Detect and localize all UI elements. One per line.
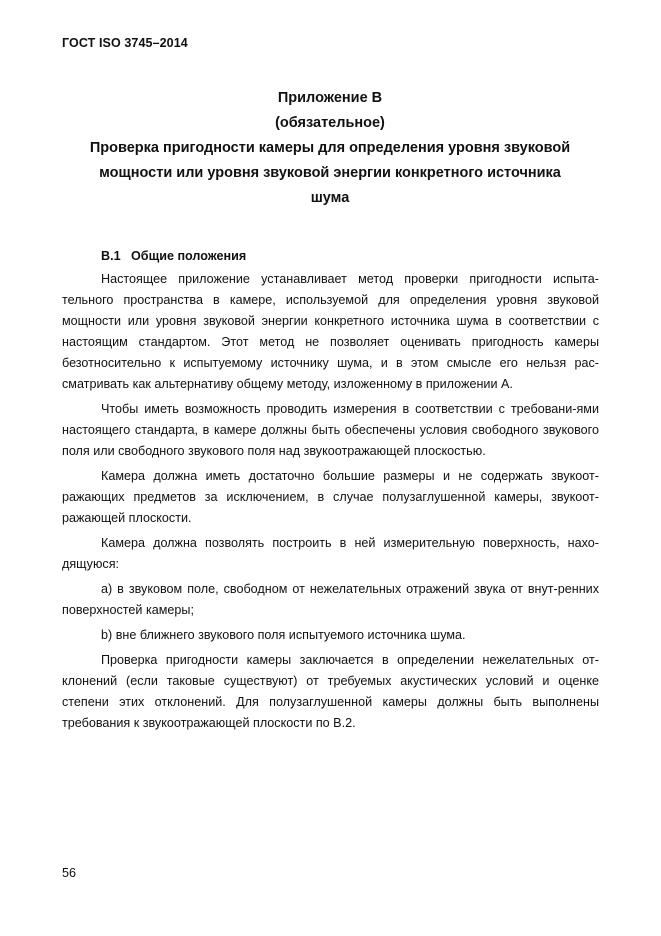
- paragraph-5: Проверка пригодности камеры заключается в определении нежелательных от-клонений (если таковые существуют) от требуемых акустических условий и оценке степени этих отклонений. Для полузаглушенной камеры должны быть выполнены требования к звукоотражающей плоскости по В.2.: [62, 653, 599, 730]
- annex-heading-line-2: мощности или уровня звуковой энергии конкретного источника: [99, 165, 561, 181]
- page-number: 56: [62, 866, 77, 880]
- paragraph-3: Камера должна иметь достаточно большие размеры и не содержать звукоот-ражающих предметов за исключением, в случае полузаглушенной камеры, звукоот-ражающей плоскости.: [62, 469, 599, 525]
- annex-title: Приложение В: [277, 90, 383, 106]
- section-number: В.1: [101, 249, 121, 263]
- paragraph-4: Камера должна позволять построить в ней измерительную поверхность, нахо-дящуюся:: [62, 536, 599, 571]
- annex-heading-block: [60, 86, 600, 211]
- annex-heading-line-3: шума: [310, 190, 350, 206]
- list-item-b: b) вне ближнего звукового поля испытуемого источника шума.: [101, 628, 466, 642]
- annex-status: (обязательное): [275, 115, 385, 131]
- list-item-a: а) в звуковом поле, свободном от нежелательных отражений звука от внут-ренних поверхностей камеры;: [62, 582, 599, 617]
- section-title: Общие положения: [131, 249, 247, 263]
- annex-heading-line-1: Проверка пригодности камеры для определения уровня звуковой: [89, 140, 571, 156]
- section-heading: [62, 246, 599, 267]
- document-code-header: ГОСТ ISO 3745–2014: [62, 36, 188, 50]
- paragraph-2: Чтобы иметь возможность проводить измерения в соответствии с требовани-ями настоящего стандарта, в камере должны быть обеспечены условия свободного звукового поля или свободного звукового поля над звукоотражающей плоскостью.: [62, 402, 599, 458]
- section-body: [62, 246, 599, 738]
- paragraph-1: Настоящее приложение устанавливает метод проверки пригодности испыта-тельного пространства в камере, используемой для определения уровня звуковой мощности или уровня звуковой энергии конкретного источника шума в соответствии с настоящим стандартом. Этот метод не позволяет оценивать пригодность камеры безотносительно к испытуемому источнику шума, и в этом смысле его нельзя рас-сматривать как альтернативу общему методу, изложенному в приложении А.: [62, 272, 599, 391]
